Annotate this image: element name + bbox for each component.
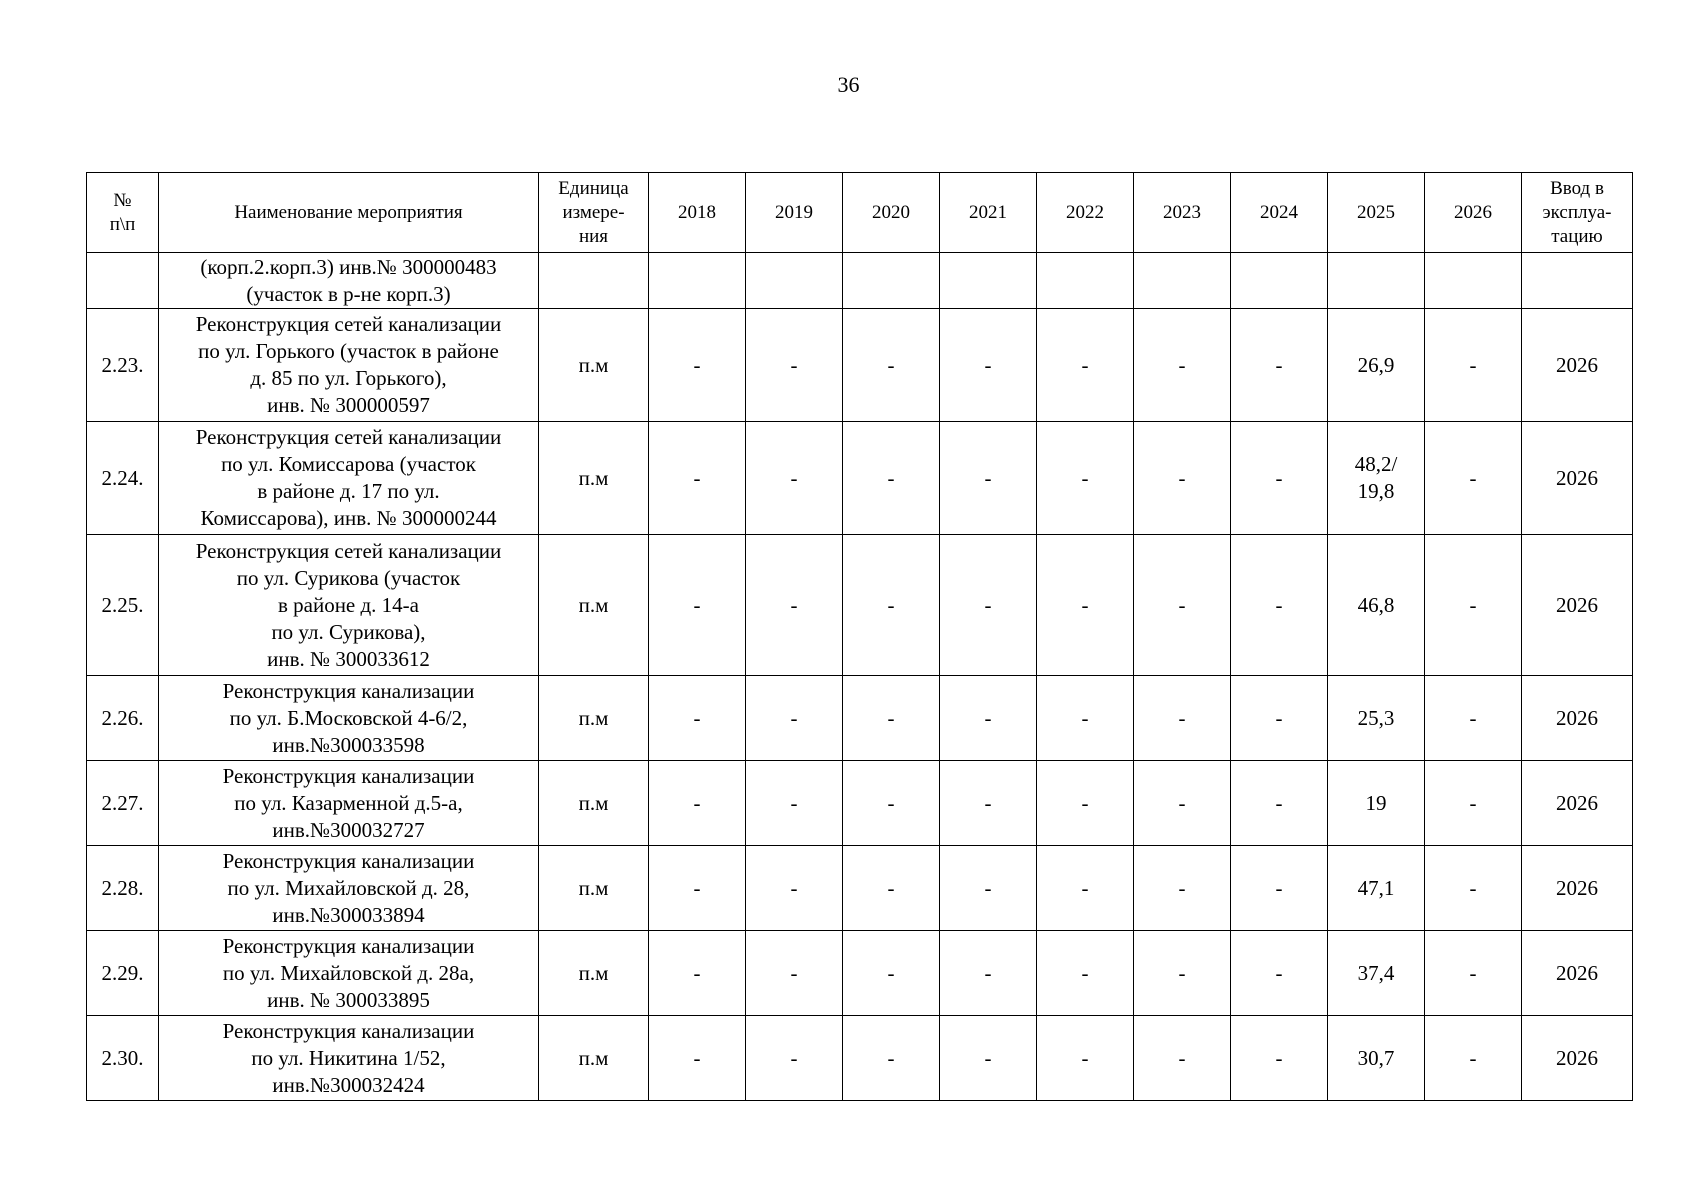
unit-cell: п.м bbox=[539, 535, 649, 676]
table-row bbox=[87, 422, 1633, 535]
year-value: - bbox=[746, 422, 843, 535]
year-value bbox=[649, 253, 746, 309]
row-number: 2.23. bbox=[87, 309, 159, 422]
year-value: - bbox=[1231, 846, 1328, 931]
year-value: - bbox=[1231, 1016, 1328, 1101]
table-row bbox=[87, 846, 1633, 931]
measures-table bbox=[86, 172, 1633, 1101]
year-value: - bbox=[1231, 309, 1328, 422]
year-value: - bbox=[1425, 422, 1522, 535]
year-value: - bbox=[1425, 309, 1522, 422]
header-commission: Ввод в эксплуа- тацию bbox=[1522, 173, 1633, 253]
header-year: 2023 bbox=[1134, 173, 1231, 253]
year-value: - bbox=[1425, 676, 1522, 761]
year-value: - bbox=[940, 846, 1037, 931]
row-number bbox=[87, 253, 159, 309]
year-value: - bbox=[843, 309, 940, 422]
year-value: - bbox=[1231, 761, 1328, 846]
year-value: - bbox=[1134, 422, 1231, 535]
commission-year: 2026 bbox=[1522, 535, 1633, 676]
page-number: 36 bbox=[837, 72, 860, 97]
measure-name: Реконструкция канализации по ул. Михайловской д. 28а, инв. № 300033895 bbox=[159, 931, 539, 1016]
header-year: 2025 bbox=[1328, 173, 1425, 253]
year-value: - bbox=[1425, 1016, 1522, 1101]
year-value bbox=[1134, 253, 1231, 309]
year-value: - bbox=[1231, 535, 1328, 676]
year-value: - bbox=[1134, 535, 1231, 676]
header-name: Наименование мероприятия bbox=[159, 173, 539, 253]
year-value: - bbox=[1134, 931, 1231, 1016]
commission-year: 2026 bbox=[1522, 761, 1633, 846]
year-value: - bbox=[1231, 931, 1328, 1016]
year-value: 47,1 bbox=[1328, 846, 1425, 931]
year-value: - bbox=[1134, 676, 1231, 761]
header-year: 2024 bbox=[1231, 173, 1328, 253]
year-value: - bbox=[940, 422, 1037, 535]
header-unit: Единица измере- ния bbox=[539, 173, 649, 253]
year-value: - bbox=[746, 676, 843, 761]
year-value: 48,2/ 19,8 bbox=[1328, 422, 1425, 535]
year-value: - bbox=[649, 846, 746, 931]
year-value: - bbox=[1425, 761, 1522, 846]
year-value: - bbox=[1425, 535, 1522, 676]
year-value: - bbox=[1134, 309, 1231, 422]
header-num: № п\п bbox=[87, 173, 159, 253]
unit-cell: п.м bbox=[539, 422, 649, 535]
measure-name: Реконструкция канализации по ул. Б.Московской 4-6/2, инв.№300033598 bbox=[159, 676, 539, 761]
year-value bbox=[843, 253, 940, 309]
year-value: - bbox=[649, 422, 746, 535]
unit-cell: п.м bbox=[539, 309, 649, 422]
year-value: - bbox=[1037, 1016, 1134, 1101]
year-value bbox=[1037, 253, 1134, 309]
table-row bbox=[87, 1016, 1633, 1101]
year-value: - bbox=[1134, 846, 1231, 931]
year-value bbox=[1425, 253, 1522, 309]
commission-year: 2026 bbox=[1522, 846, 1633, 931]
year-value: 26,9 bbox=[1328, 309, 1425, 422]
year-value: - bbox=[843, 1016, 940, 1101]
header-row bbox=[87, 173, 1633, 253]
measure-name: (корп.2.корп.3) инв.№ 300000483 (участок в р-не корп.3) bbox=[159, 253, 539, 309]
measure-name: Реконструкция канализации по ул. Казарменной д.5-а, инв.№300032727 bbox=[159, 761, 539, 846]
unit-cell: п.м bbox=[539, 761, 649, 846]
commission-year: 2026 bbox=[1522, 676, 1633, 761]
year-value: - bbox=[746, 761, 843, 846]
year-value: - bbox=[649, 535, 746, 676]
year-value: - bbox=[1231, 676, 1328, 761]
table-row bbox=[87, 931, 1633, 1016]
year-value bbox=[746, 253, 843, 309]
header-year: 2021 bbox=[940, 173, 1037, 253]
year-value: - bbox=[940, 1016, 1037, 1101]
year-value: - bbox=[843, 931, 940, 1016]
year-value: - bbox=[843, 535, 940, 676]
year-value: 46,8 bbox=[1328, 535, 1425, 676]
table-row bbox=[87, 309, 1633, 422]
unit-cell: п.м bbox=[539, 931, 649, 1016]
year-value: - bbox=[1134, 761, 1231, 846]
year-value: - bbox=[649, 1016, 746, 1101]
header-year: 2018 bbox=[649, 173, 746, 253]
year-value bbox=[940, 253, 1037, 309]
table-row bbox=[87, 676, 1633, 761]
commission-year: 2026 bbox=[1522, 931, 1633, 1016]
commission-year: 2026 bbox=[1522, 309, 1633, 422]
header-year: 2026 bbox=[1425, 173, 1522, 253]
year-value: - bbox=[746, 846, 843, 931]
year-value: - bbox=[1425, 846, 1522, 931]
year-value: 19 bbox=[1328, 761, 1425, 846]
year-value: - bbox=[1037, 761, 1134, 846]
year-value: - bbox=[649, 931, 746, 1016]
header-year: 2019 bbox=[746, 173, 843, 253]
year-value: - bbox=[746, 309, 843, 422]
header-year: 2020 bbox=[843, 173, 940, 253]
row-number: 2.26. bbox=[87, 676, 159, 761]
measure-name: Реконструкция канализации по ул. Михайловской д. 28, инв.№300033894 bbox=[159, 846, 539, 931]
unit-cell: п.м bbox=[539, 676, 649, 761]
table-row bbox=[87, 253, 1633, 309]
unit-cell bbox=[539, 253, 649, 309]
measure-name: Реконструкция сетей канализации по ул. Горького (участок в районе д. 85 по ул. Горького), инв. № 300000597 bbox=[159, 309, 539, 422]
row-number: 2.28. bbox=[87, 846, 159, 931]
year-value: - bbox=[940, 676, 1037, 761]
year-value: - bbox=[843, 422, 940, 535]
commission-year: 2026 bbox=[1522, 422, 1633, 535]
year-value: - bbox=[649, 761, 746, 846]
measure-name: Реконструкция сетей канализации по ул. Комиссарова (участок в районе д. 17 по ул. Комиссарова), инв. № 300000244 bbox=[159, 422, 539, 535]
year-value: - bbox=[1037, 309, 1134, 422]
year-value: - bbox=[940, 931, 1037, 1016]
year-value: - bbox=[1037, 422, 1134, 535]
row-number: 2.27. bbox=[87, 761, 159, 846]
table-row bbox=[87, 535, 1633, 676]
year-value: 30,7 bbox=[1328, 1016, 1425, 1101]
commission-year: 2026 bbox=[1522, 1016, 1633, 1101]
year-value: - bbox=[843, 676, 940, 761]
year-value: - bbox=[649, 309, 746, 422]
year-value: - bbox=[1231, 422, 1328, 535]
year-value: - bbox=[1134, 1016, 1231, 1101]
row-number: 2.29. bbox=[87, 931, 159, 1016]
commission-year bbox=[1522, 253, 1633, 309]
year-value: 25,3 bbox=[1328, 676, 1425, 761]
header-year: 2022 bbox=[1037, 173, 1134, 253]
year-value: - bbox=[746, 931, 843, 1016]
measure-name: Реконструкция сетей канализации по ул. Сурикова (участок в районе д. 14-а по ул. Сурикова), инв. № 300033612 bbox=[159, 535, 539, 676]
row-number: 2.24. bbox=[87, 422, 159, 535]
year-value: - bbox=[843, 761, 940, 846]
year-value: - bbox=[1037, 535, 1134, 676]
year-value bbox=[1231, 253, 1328, 309]
year-value: - bbox=[940, 535, 1037, 676]
year-value bbox=[1328, 253, 1425, 309]
year-value: - bbox=[1037, 846, 1134, 931]
measure-name: Реконструкция канализации по ул. Никитина 1/52, инв.№300032424 bbox=[159, 1016, 539, 1101]
year-value: - bbox=[1037, 676, 1134, 761]
table-row bbox=[87, 761, 1633, 846]
year-value: - bbox=[843, 846, 940, 931]
year-value: - bbox=[940, 309, 1037, 422]
year-value: - bbox=[649, 676, 746, 761]
year-value: - bbox=[940, 761, 1037, 846]
year-value: 37,4 bbox=[1328, 931, 1425, 1016]
row-number: 2.30. bbox=[87, 1016, 159, 1101]
unit-cell: п.м bbox=[539, 1016, 649, 1101]
year-value: - bbox=[1037, 931, 1134, 1016]
year-value: - bbox=[746, 1016, 843, 1101]
row-number: 2.25. bbox=[87, 535, 159, 676]
year-value: - bbox=[746, 535, 843, 676]
unit-cell: п.м bbox=[539, 846, 649, 931]
year-value: - bbox=[1425, 931, 1522, 1016]
